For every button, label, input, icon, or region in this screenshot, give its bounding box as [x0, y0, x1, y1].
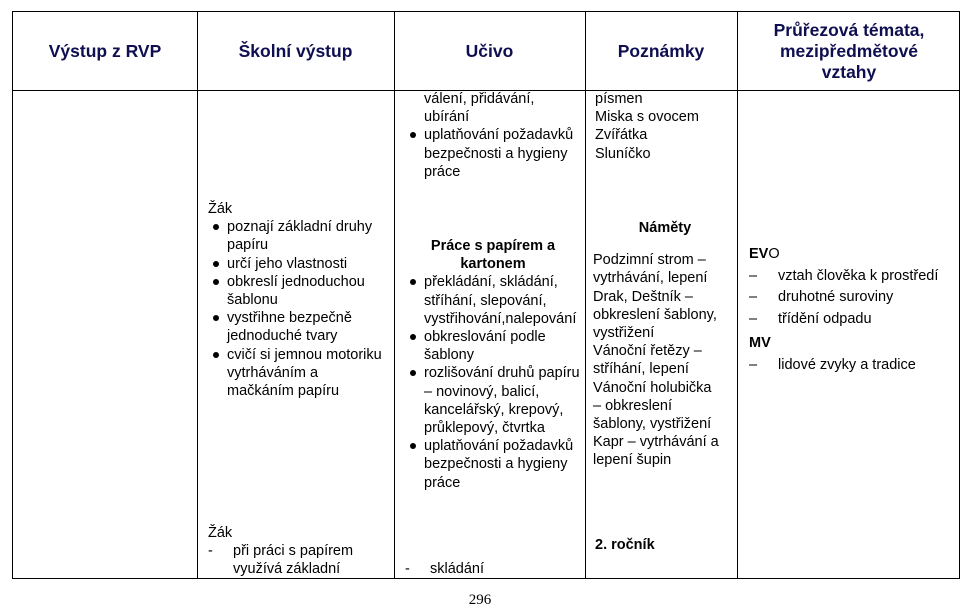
list-item: obkreslí jednoduchou šablonu [208, 273, 388, 309]
skolni-vystup-block1 [208, 200, 388, 400]
rocnik-label: 2. ročník [595, 537, 655, 553]
dash-marker: - [405, 561, 410, 577]
list-item [405, 560, 581, 578]
mv-label: MV [749, 334, 771, 351]
list-item: uplatňování požadavků bezpečnosti a hygieny práce [405, 437, 581, 492]
header-prurezova-temata [737, 12, 960, 90]
namety-title: Náměty [638, 220, 692, 236]
list-item [208, 542, 388, 578]
dash-list [208, 542, 388, 578]
header-line: mezipředmětové [779, 40, 919, 61]
note-line: Miska s ovocem [595, 109, 699, 126]
list-item: určí jeho vlastnosti [208, 255, 388, 273]
note-line: – obkreslení [593, 397, 672, 414]
column-divider [394, 12, 395, 578]
evo-label [749, 245, 959, 263]
page-number: 296 [468, 592, 492, 608]
dash-marker: - [208, 543, 213, 560]
ucivo-list [405, 273, 581, 491]
section-title: Práce s papírem a kartonem [430, 238, 556, 273]
dash-marker: – [749, 268, 758, 285]
note-line: Podzimní strom – [593, 252, 706, 269]
prurezova-block [749, 245, 959, 377]
list-item: vystřihne bezpečně jednoduché tvary [208, 309, 388, 345]
dash-marker: – [749, 310, 758, 327]
dash-marker: – [749, 289, 758, 306]
dash-list [405, 560, 581, 578]
list-item [749, 267, 959, 285]
note-line: vystřižení [593, 325, 655, 342]
list-item: uplatňování požadavků bezpečnosti a hygieny práce [405, 126, 581, 181]
note-line: Zvířátka [595, 127, 648, 144]
header-skolni-vystup: Školní výstup [238, 40, 353, 61]
ucivo-top [405, 90, 581, 181]
list-item [749, 288, 959, 306]
list-item-text: při práci s papírem využívá základní [233, 543, 354, 578]
note-line: písmen [595, 91, 643, 107]
note-line: Sluníčko [595, 145, 651, 162]
intro-text: Žák [208, 201, 233, 217]
ucivo-section [405, 237, 581, 492]
ucivo-bottom [405, 560, 581, 578]
list-item: rozlišování druhů papíru – novinový, balicí, kancelářský, krepový, průklepový, čtvrtka [405, 364, 581, 437]
note-line: Drak, Deštník – [593, 288, 693, 305]
list-item: překládání, skládání, stříhání, slepování, vystřihování,nalepování [405, 273, 581, 328]
curriculum-table [12, 11, 960, 579]
dash-marker: – [749, 357, 758, 374]
ucivo-top-list [405, 126, 581, 181]
skolni-vystup-block2 [208, 524, 388, 579]
list-item-text: skládání [430, 561, 485, 577]
note-line: stříhání, lepení [593, 361, 689, 378]
note-line: šablony, vystřižení [593, 416, 712, 433]
list-item-text: třídění odpadu [778, 310, 872, 327]
header-line: vztahy [821, 61, 877, 82]
list-item [749, 310, 959, 328]
mv-list [749, 356, 959, 374]
list-item-text: vztah člověka k prostředí [778, 268, 939, 285]
note-line: vytrhávání, lepení [593, 270, 708, 287]
note-line: obkreslení šablony, [593, 306, 717, 323]
note-line: lepení šupin [593, 452, 672, 469]
evo-label-suffix: O [768, 246, 780, 262]
namety-block [593, 219, 737, 470]
header-vystup-z-rvp: Výstup z RVP [48, 40, 162, 61]
intro-text: Žák [208, 525, 233, 541]
header-line: Průřezová témata, [773, 19, 925, 40]
poznamky-top [595, 90, 735, 163]
list-item [749, 356, 959, 374]
note-line: Kapr – vytrhávání a [593, 434, 719, 451]
evo-list [749, 267, 959, 328]
list-item: cvičí si jemnou motoriku vytrháváním a mačkáním papíru [208, 346, 388, 401]
evo-label-prefix: EV [749, 246, 769, 262]
column-divider [197, 12, 198, 578]
continuation-text: válení, přidávání, ubírání [424, 91, 535, 126]
note-line: Vánoční řetězy – [593, 343, 702, 360]
header-ucivo: Učivo [465, 40, 514, 61]
list-item: obkreslování podle šablony [405, 328, 581, 364]
list-item: poznají základní druhy papíru [208, 218, 388, 254]
list-item-text: druhotné suroviny [778, 289, 894, 306]
list-item-text: lidové zvyky a tradice [778, 357, 916, 374]
note-line: Vánoční holubička [593, 379, 712, 396]
outcome-list [208, 218, 388, 400]
column-divider [737, 12, 738, 578]
column-divider [585, 12, 586, 578]
header-poznamky: Poznámky [617, 40, 705, 61]
